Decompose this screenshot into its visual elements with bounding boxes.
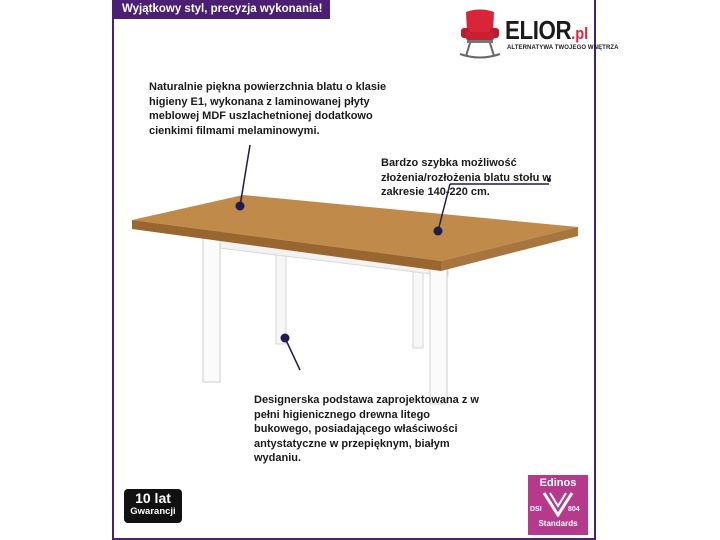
brand-tagline: ALTERNATYWA TWOJEGO WNĘTRZA [507, 45, 619, 51]
warranty-label: Gwarancji [130, 506, 176, 517]
note-extension: Bardzo szybka możliwość złożenia/rozłożenia blatu stołu w zakresie 140-220 cm. [381, 157, 551, 198]
warranty-badge [124, 489, 182, 523]
edinos-standards: Standards [538, 519, 578, 528]
checkmark-v-icon [540, 491, 576, 517]
brand-domain: .pl [571, 24, 589, 43]
table-leg-front-left [203, 232, 220, 382]
edinos-title: Edinos [539, 477, 577, 489]
brand-text: ELIOR [505, 15, 572, 45]
pointer-dot-extension [434, 227, 443, 236]
pointer-dot-base [281, 334, 290, 343]
table-leg-front-right [430, 265, 447, 404]
warranty-years: 10 lat [135, 490, 171, 506]
edinos-number: 804 [568, 506, 580, 513]
edinos-dsi: DSI [530, 506, 542, 513]
pointer-line-base [285, 338, 300, 370]
note-base: Designerska podstawa zaprojektowana z w pełni higienicznego drewna litego bukowego, posiadającego właściwości antystatyczne w przepięknym, białym wydaniu. [254, 394, 479, 464]
pointer-dot-surface [236, 202, 245, 211]
edinos-badge [528, 475, 588, 535]
table-leg-back-left [276, 252, 286, 344]
slogan-banner: Wyjątkowy styl, precyzja wykonania! [114, 0, 330, 19]
note-surface: Naturalnie piękna powierzchnia blatu o klasie higieny E1, wykonana z laminowanej płyty meblowej MDF uszlachetnionej dodatkowo cienkimi filmami melaminowymi. [149, 81, 387, 137]
